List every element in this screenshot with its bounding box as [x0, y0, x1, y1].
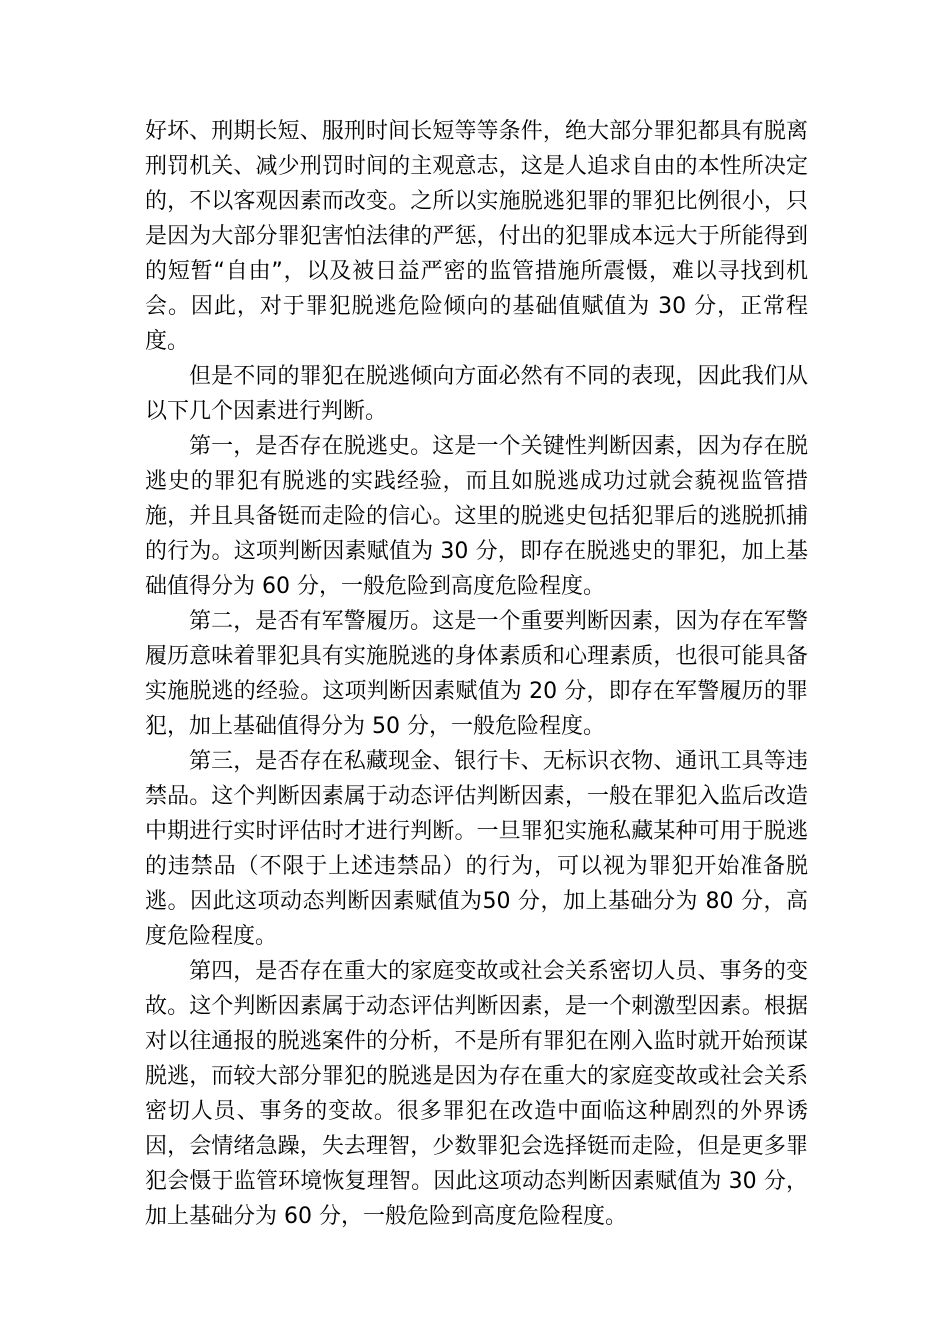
paragraph-factor-four: 第四，是否存在重大的家庭变故或社会关系密切人员、事务的变故。这个判断因素属于动态评估判断因素，是一个刺激型因素。根据对以往通报的脱逃案件的分析，不是所有罪犯在刚入监时就开始预谋脱逃，而较大部分罪犯的脱逃是因为存在重大的家庭变故或社会关系密切人员、事务的变故。很多罪犯在改造中面临这种剧烈的外界诱因，会情绪急躁，失去理智，少数罪犯会选择铤而走险，但是更多罪犯会慑于监管环境恢复理智。因此这项动态判断因素赋值为 30 分，加上基础分为 60 分，一般危险到高度危险程度。 [145, 959, 808, 1229]
paragraph-factor-three: 第三，是否存在私藏现金、银行卡、无标识衣物、通讯工具等违禁品。这个判断因素属于动态评估判断因素，一般在罪犯入监后改造中期进行实时评估时才进行判断。一旦罪犯实施私藏某种可用于脱逃的违禁品（不限于上述违禁品）的行为，可以视为罪犯开始准备脱逃。因此这项动态判断因素赋值为50 分，加上基础分为 80 分，高度危险程度。 [145, 749, 808, 949]
paragraph-continuation: 好坏、刑期长短、服刑时间长短等等条件，绝大部分罪犯都具有脱离刑罚机关、减少刑罚时间的主观意志，这是人追求自由的本性所决定的，不以客观因素而改变。之所以实施脱逃犯罪的罪犯比例很小，只是因为大部分罪犯害怕法律的严惩，付出的犯罪成本远大于所能得到的短暂“自由”，以及被日益严密的监管措施所震慑，难以寻找到机会。因此，对于罪犯脱逃危险倾向的基础值赋值为 30 分，正常程度。 [145, 119, 808, 354]
paragraph-intro: 但是不同的罪犯在脱逃倾向方面必然有不同的表现，因此我们从以下几个因素进行判断。 [145, 364, 808, 424]
paragraph-factor-one: 第一，是否存在脱逃史。这是一个关键性判断因素，因为存在脱逃史的罪犯有脱逃的实践经验，而且如脱逃成功过就会藐视监管措施，并且具备铤而走险的信心。这里的脱逃史包括犯罪后的逃脱抓捕的行为。这项判断因素赋值为 30 分，即存在脱逃史的罪犯，加上基础值得分为 60 分，一般危险到高度危险程度。 [145, 434, 808, 599]
document-body [145, 114, 808, 1234]
paragraph-factor-two: 第二，是否有军警履历。这是一个重要判断因素，因为存在军警履历意味着罪犯具有实施脱逃的身体素质和心理素质，也很可能具备实施脱逃的经验。这项判断因素赋值为 20 分，即存在军警履历的罪犯，加上基础值得分为 50 分，一般危险程度。 [145, 609, 808, 739]
